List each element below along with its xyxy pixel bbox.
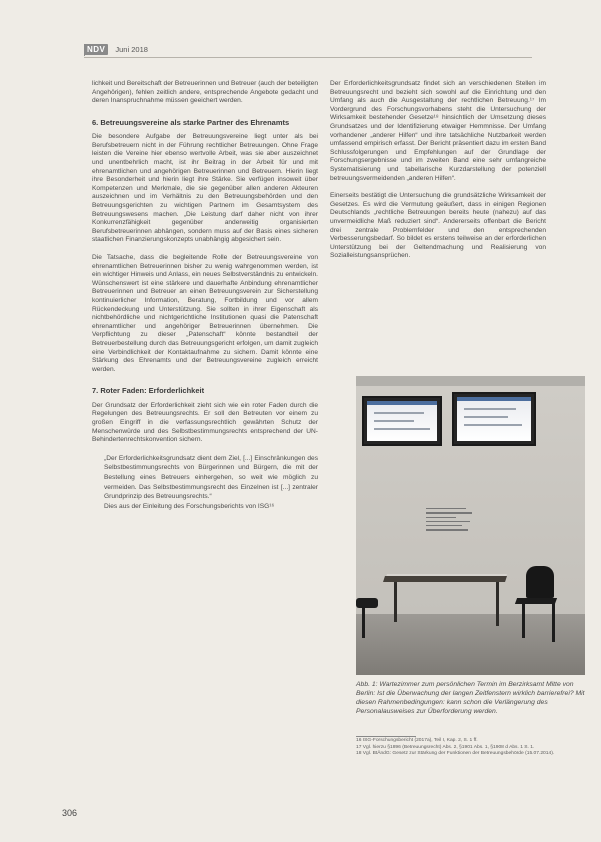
footnote: 16 ISG-Forschungsbericht (2017a), Teil I, Kap. 2, S. 1 ff. <box>356 738 478 743</box>
section-heading-7: 7. Roter Faden: Erforderlichkeit <box>92 386 205 396</box>
monitor-screen-left <box>362 396 442 446</box>
photo-floor <box>356 614 585 675</box>
left-column <box>92 80 318 511</box>
block-quote <box>104 454 318 512</box>
chair-left <box>356 598 378 608</box>
table-leg <box>394 582 397 622</box>
figure-caption: Abb. 1: Wartezimmer zum persönlichen Termin im Berzirksamt Mitte von Berlin: Ist die Überwachung der langen Zeitfenstern wirklich barrierefrei? Mit diesen Rahmenbedingungen: kann schon die Verlängerung des Personalausweises zur Überforderung werden. <box>356 681 585 715</box>
header-divider <box>84 57 532 58</box>
quote-source: Dies aus der Einleitung des Forschungsberichts von ISG¹⁶ <box>104 502 275 510</box>
paragraph: lichkeit und Bereitschaft der Betreuerinnen und Betreuer (auch der beteiligten Angehörigen), fehlen zeitlich andere, entsprechende Angebote gedacht und deren Inanspruchnahme müssen geeichert werden. <box>92 80 318 105</box>
page-number: 306 <box>62 808 78 818</box>
table-leg <box>496 582 499 626</box>
section-heading-6: 6. Betreuungsvereine als starke Partner des Ehrenamts <box>92 117 290 127</box>
monitor-screen-right <box>452 392 536 446</box>
footnote: 18 Vgl. BtÄndG: Gesetz zur Stärkung der Funktionen der Betreuungsbehörde (15.07.2014). <box>356 751 555 757</box>
right-column <box>330 80 546 270</box>
table-edge <box>383 576 507 582</box>
chair-leg <box>552 602 555 642</box>
waiting-room-photo <box>356 376 585 675</box>
journal-badge: NDV <box>84 44 108 55</box>
chair-leg <box>362 608 365 638</box>
paragraph: Die Tatsache, dass die begleitende Rolle der Betreuungsvereine von ehrenamtlichen Betreuerinnen bisher zu wenig wahrgenommen werden, ist ein wichtiger Hinweis und Anlass, ein neues Selbstverständnis zu entwickeln. Wünschenswert ist eine stärkere und dauerhafte Anbindung ehrenamtlicher Betreuerinnen und Betreuer an einen Betreuungsverein zur Sicherstellung kontinuierlicher Information, Beratung, Fortbildung und vor allem Rückendeckung und Unterstützung. Sie sollten in ihrer Eigenschaft als nichtbehördliche und nichtgerichtliche Institutionen quasi die Patenschaft ehrenamtlicher und angehöriger Betreuerinnen übernehmen. Die Verpflichtung zu dieser „Patenschaft“ könnte bestandteil der Betreuerbestellung durch das Betreuungsgericht erfolgen, um damit zugleich eine Verbindlichkeit der Kontaktaufnahme zu sichern. Damit könnte eine Stärkung des Ehrenamts und der Betreuungsvereine zugleich erreicht werden. <box>92 254 318 373</box>
page-header <box>84 44 148 55</box>
chair-right-back <box>526 566 554 598</box>
quote-text: „Der Erforderlichkeitsgrundsatz dient dem Ziel, [...] Einschränkungen des Selbstbestimmungsrechts von Bürgerinnen und Bürgern, die mit der Bestellung eines Betreuers einhergehen, so weit wie möglich zu vermeiden. Das Selbstbestimmungsrecht des Einzelnen ist [...] zentraler Grundprinzip des Betreuungsrechts.“ <box>104 454 318 501</box>
issue-date: Juni 2018 <box>115 45 148 54</box>
paragraph: Der Erforderlichkeitsgrundsatz findet sich an verschiedenen Stellen im Betreuungsrecht und bezieht sich sowohl auf die Einrichtung und den Umfang als auch die Ausgestaltung der rechtlichen Betreuung.¹⁷ Im Vordergrund des Forschungsvorhabens steht die Untersuchung der Wirksamkeit bestehender Gesetze¹⁸ hinsichtlich der Umsetzung dieses Grundsatzes und der Identifizierung etwaiger Hemmnisse. Der Umfang vorhandener „anderer Hilfen“ und ihre tatsächliche Nutzbarkeit werden umfassend empirisch erfasst. Der Bericht präsentiert dazu im ersten Band Schlussfolgerungen und Empfehlungen auf der Grundlage der Forschungsergebnisse und im zweiten Band eine sehr umfangreiche Systematisierung und tabellarische Kurzdarstellung der potenziell betreuungsvermeidenden „anderen Hilfen“. <box>330 80 546 182</box>
paragraph: Einerseits bestätigt die Untersuchung die grundsätzliche Wirksamkeit der Gesetzes. Es wird die Vermutung geäußert, dass in einigen Regionen Deutschlands „rechtliche Betreuungen bereits heute (nahezu) auf das unvermeidliche Maß reduziert sind“. Andererseits offenbart die Bericht drei zentrale Problemfelder und den entsprechenden Verbesserungsbedarf. So bildet es erstens teilweise an der erforderlichen Unterstützung bei der Geltendmachung und Realisierung von Sozialleistungsansprüchen. <box>330 192 546 260</box>
photo-ceiling <box>356 376 585 386</box>
wall-notice-text <box>426 508 474 552</box>
paragraph: Der Grundsatz der Erforderlichkeit zieht sich wie ein roter Faden durch die Regelungen des Betreuungsrechts. Er soll den Betreuten vor einem zu großen Eingriff in die verfassungsrechtlich gewährten Schutz der Menschenwürde und des Selbstbestimmungsrechts entsprechend der UN-Behindertenrechtskonvention sichern. <box>92 401 318 444</box>
footnotes <box>356 738 585 758</box>
footnote-rule <box>356 736 416 737</box>
footnote: 17 Vgl. hierzu §1896 (Betreuungsrecht) Abs. 2, §1901 Abs. 1, §1908 d Abs. 1 S. 1. <box>356 744 535 750</box>
paragraph: Die besondere Aufgabe der Betreuungsvereine liegt unter als bei Berufsbetreuern nicht in der Führung rechtlicher Betreuungen. Ohne Frage leisten die Vereine hier ebenso wertvolle Arbeit, was sie aber auszeichnet und unentbehrlich macht, ist ihr Beitrag in der Arbeit für und mit ehrenamtlichen und angehörigen Betreuerinnen und Betreuern. Hierin liegt ihre Besonderheit und hierin liegt ihre Stärke. Sie verfügen insoweit über Kompetenzen und Merkmale, die sie gegenüber allen anderen Akteuren auszeichnen und im Verhältnis zu den Betreuungsbehörden und den Betreuungsgerichten zu wichtigen Partnern im Gesamtsystem des Betreuungswesens machen. „Die Leistung darf daher nicht von ihrer Konkurrenzfähigkeit gegenüber anderweitig organisierten Berufsbetreuerinnen abhängen, sondern muss auf der Basis eines sicheren staatlichen Finanzierungskonzepts unabhängig abgesichert sein. <box>92 133 318 244</box>
chair-leg <box>522 604 525 638</box>
